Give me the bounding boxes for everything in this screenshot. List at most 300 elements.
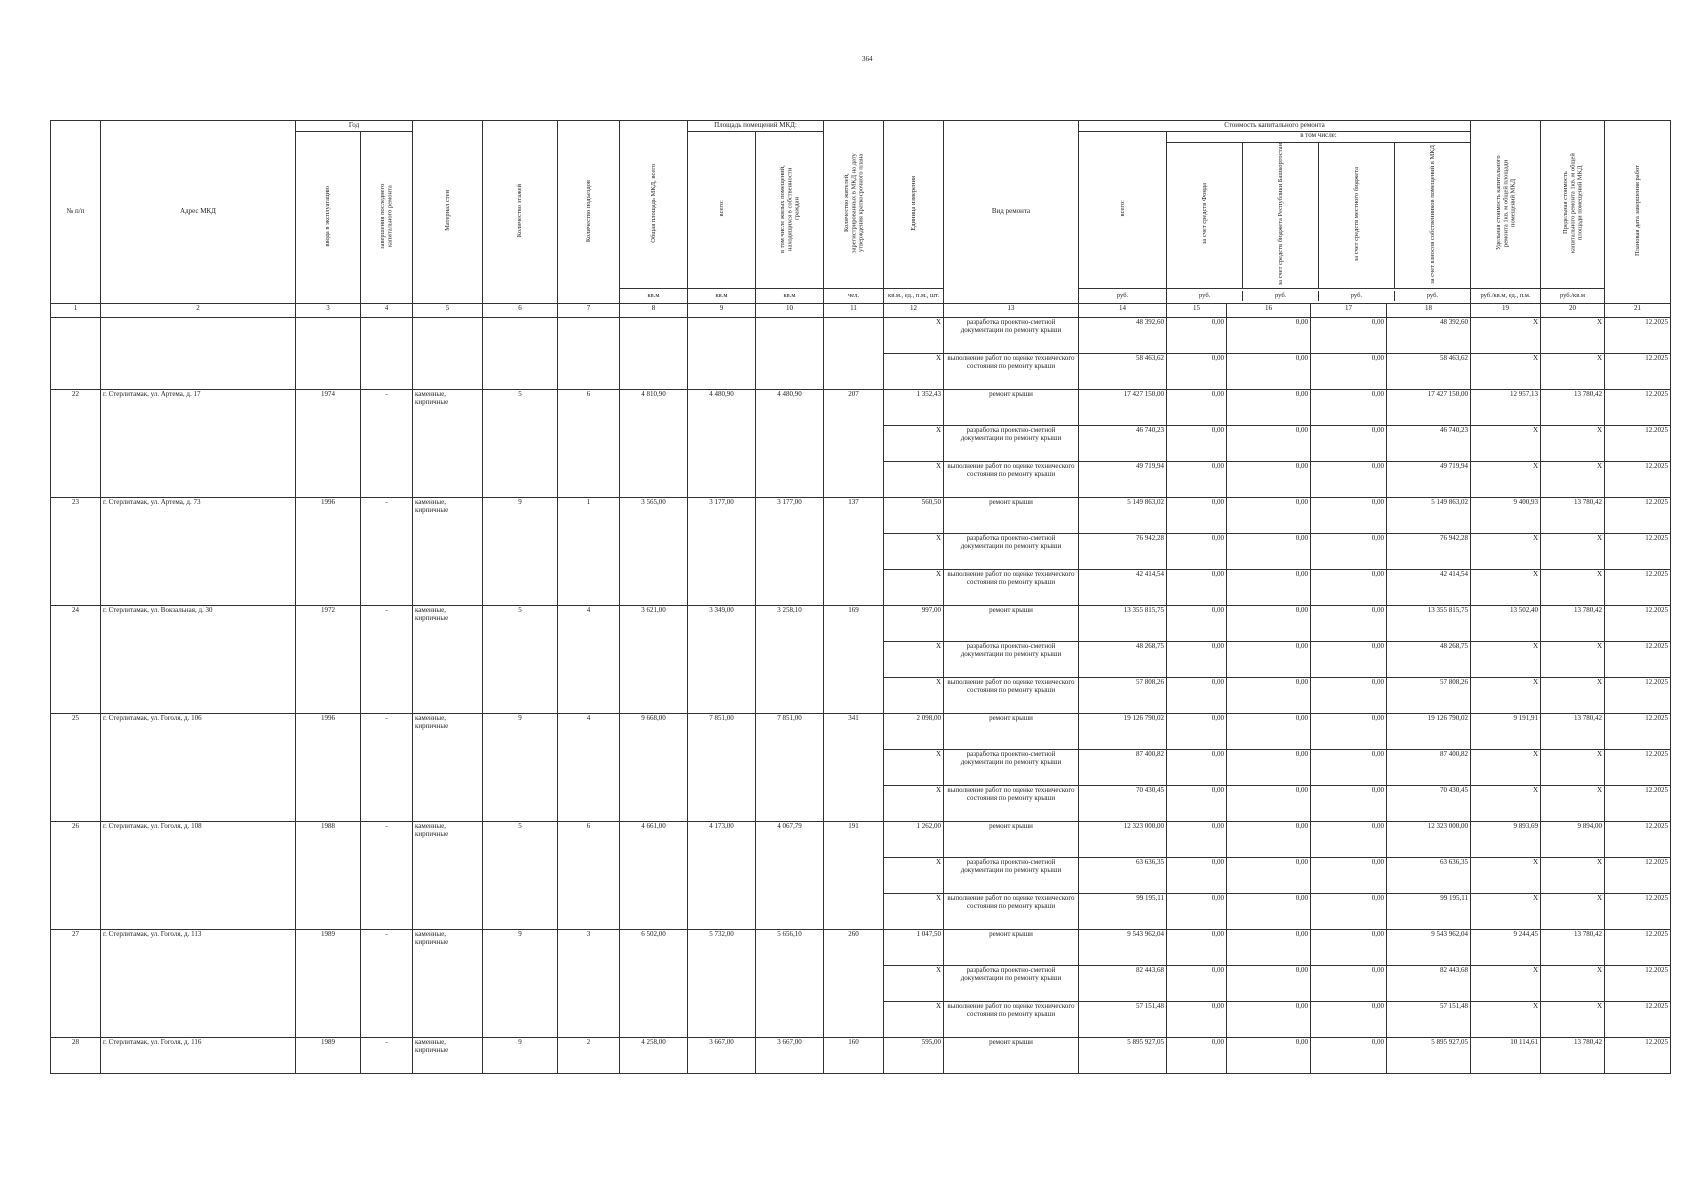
cell-cost-local: 0,00 xyxy=(1311,426,1387,462)
cell-walls: каменные, кирпичные xyxy=(413,606,483,714)
cell-cost-owners: 48 392,60 xyxy=(1387,318,1471,354)
cell-cost-total: 58 463,62 xyxy=(1079,354,1167,390)
cell-premises-total xyxy=(688,318,756,390)
cell-unit-cost: X xyxy=(1471,570,1541,606)
cell-cost-total: 87 400,82 xyxy=(1079,750,1167,786)
cell-cost-local: 0,00 xyxy=(1311,498,1387,534)
cell-floors xyxy=(483,318,558,390)
cell-entrances: 6 xyxy=(558,822,620,930)
cell-cost-republic: 0,00 xyxy=(1227,426,1311,462)
table-row xyxy=(51,390,1671,426)
header-work-type: Вид ремонта xyxy=(944,121,1079,304)
cell-work-type: разработка проектно-сметной документации по ремонту крыши xyxy=(944,642,1079,678)
cell-cost-owners: 9 543 962,04 xyxy=(1387,930,1471,966)
cell-unit: X xyxy=(884,570,944,606)
cell-address: г. Стерлитамак, ул. Гоголя, д. 108 xyxy=(101,822,296,930)
cell-work-type: ремонт крыши xyxy=(944,1038,1079,1074)
unit-cost-sub xyxy=(1167,289,1471,304)
cell-cost-total: 99 195,11 xyxy=(1079,894,1167,930)
cell-limit-cost: X xyxy=(1541,642,1605,678)
cell-limit-cost: X xyxy=(1541,462,1605,498)
cell-unit: X xyxy=(884,966,944,1002)
cell-cost-total: 13 355 815,75 xyxy=(1079,606,1167,642)
cell-cost-owners: 48 268,75 xyxy=(1387,642,1471,678)
cell-cost-total: 9 543 962,04 xyxy=(1079,930,1167,966)
cell-unit-cost: 9 400,93 xyxy=(1471,498,1541,534)
cell-floors: 9 xyxy=(483,498,558,606)
cell-limit-cost: 13 780,42 xyxy=(1541,390,1605,426)
cell-unit: X xyxy=(884,894,944,930)
column-number: 6 xyxy=(483,304,558,318)
table-header xyxy=(51,121,1671,304)
table-row xyxy=(51,930,1671,966)
cell-limit-cost: X xyxy=(1541,966,1605,1002)
column-number: 1 xyxy=(51,304,101,318)
cell-area: 4 661,00 xyxy=(620,822,688,930)
unit-premises-owned: кв.м xyxy=(756,289,824,304)
cell-cost-owners: 5 149 863,02 xyxy=(1387,498,1471,534)
cell-work-type: ремонт крыши xyxy=(944,714,1079,750)
cell-cost-fund: 0,00 xyxy=(1167,462,1227,498)
cell-work-type: ремонт крыши xyxy=(944,606,1079,642)
cell-cost-republic: 0,00 xyxy=(1227,534,1311,570)
cell-premises-owned: 4 480,90 xyxy=(756,390,824,498)
cell-built: 1989 xyxy=(296,930,361,1038)
cell-unit-cost: X xyxy=(1471,858,1541,894)
cell-limit-cost: 13 780,42 xyxy=(1541,606,1605,642)
cell-work-type: выполнение работ по оценке технического состояния по ремонту крыши xyxy=(944,786,1079,822)
column-number: 15 xyxy=(1167,304,1227,318)
cell-cost-owners: 82 443,68 xyxy=(1387,966,1471,1002)
cell-work-type: выполнение работ по оценке технического состояния по ремонту крыши xyxy=(944,1002,1079,1038)
cell-cost-republic: 0,00 xyxy=(1227,966,1311,1002)
cell-residents: 191 xyxy=(824,822,884,930)
cell-cost-total: 57 808,26 xyxy=(1079,678,1167,714)
cell-premises-total: 3 349,00 xyxy=(688,606,756,714)
cell-built xyxy=(296,318,361,390)
cell-unit-cost: X xyxy=(1471,642,1541,678)
cell-cost-local: 0,00 xyxy=(1311,930,1387,966)
cell-area: 3 621,00 xyxy=(620,606,688,714)
cell-address: г. Стерлитамак, ул. Артема, д. 73 xyxy=(101,498,296,606)
cell-num: 22 xyxy=(51,390,101,498)
cell-unit: X xyxy=(884,354,944,390)
cell-cost-fund: 0,00 xyxy=(1167,426,1227,462)
cell-deadline: 12.2025 xyxy=(1605,570,1671,606)
cell-premises-owned: 3 667,00 xyxy=(756,1038,824,1074)
cell-deadline: 12.2025 xyxy=(1605,894,1671,930)
cell-repair: - xyxy=(361,714,413,822)
cell-cost-fund: 0,00 xyxy=(1167,930,1227,966)
cell-unit: X xyxy=(884,642,944,678)
cell-deadline: 12.2025 xyxy=(1605,1038,1671,1074)
header-including: в том числе: xyxy=(1167,132,1470,143)
column-number: 20 xyxy=(1541,304,1605,318)
cell-repair: - xyxy=(361,822,413,930)
cell-limit-cost: X xyxy=(1541,786,1605,822)
cell-deadline: 12.2025 xyxy=(1605,930,1671,966)
cell-premises-total: 3 177,00 xyxy=(688,498,756,606)
cell-address: г. Стерлитамак, ул. Гоголя, д. 113 xyxy=(101,930,296,1038)
cell-work-type: выполнение работ по оценке технического состояния по ремонту крыши xyxy=(944,678,1079,714)
cell-floors: 9 xyxy=(483,930,558,1038)
cell-work-type: выполнение работ по оценке технического состояния по ремонту крыши xyxy=(944,570,1079,606)
table-row xyxy=(51,318,1671,354)
cell-limit-cost: X xyxy=(1541,750,1605,786)
cell-cost-total: 12 323 000,00 xyxy=(1079,822,1167,858)
cell-address: г. Стерлитамак, ул. Артема, д. 17 xyxy=(101,390,296,498)
cell-cost-fund: 0,00 xyxy=(1167,318,1227,354)
cell-limit-cost: X xyxy=(1541,570,1605,606)
column-number: 8 xyxy=(620,304,688,318)
cell-cost-fund: 0,00 xyxy=(1167,534,1227,570)
cell-cost-local: 0,00 xyxy=(1311,822,1387,858)
cell-limit-cost: 13 780,42 xyxy=(1541,714,1605,750)
cell-cost-local: 0,00 xyxy=(1311,642,1387,678)
cell-cost-total: 76 942,28 xyxy=(1079,534,1167,570)
cell-built: 1988 xyxy=(296,822,361,930)
header-address: Адрес МКД xyxy=(101,121,296,304)
cell-cost-fund: 0,00 xyxy=(1167,354,1227,390)
cell-cost-republic: 0,00 xyxy=(1227,894,1311,930)
cell-deadline: 12.2025 xyxy=(1605,462,1671,498)
unit-cost-sub-table xyxy=(1167,291,1470,300)
cell-cost-fund: 0,00 xyxy=(1167,894,1227,930)
table-row xyxy=(51,822,1671,858)
header-floors: Количество этажей xyxy=(483,121,558,304)
cell-entrances: 1 xyxy=(558,498,620,606)
cell-deadline: 12.2025 xyxy=(1605,750,1671,786)
column-number: 5 xyxy=(413,304,483,318)
cell-limit-cost: 13 780,42 xyxy=(1541,930,1605,966)
cell-cost-total: 63 636,35 xyxy=(1079,858,1167,894)
cell-cost-republic: 0,00 xyxy=(1227,462,1311,498)
unit-unit: кв.м., ед., п.м., шт. xyxy=(884,289,944,304)
cell-cost-owners: 13 355 815,75 xyxy=(1387,606,1471,642)
cell-cost-fund: 0,00 xyxy=(1167,822,1227,858)
cell-deadline: 12.2025 xyxy=(1605,318,1671,354)
cell-deadline: 12.2025 xyxy=(1605,534,1671,570)
cell-deadline: 12.2025 xyxy=(1605,786,1671,822)
cell-cost-fund: 0,00 xyxy=(1167,606,1227,642)
cell-unit: X xyxy=(884,858,944,894)
cell-entrances: 2 xyxy=(558,1038,620,1074)
cell-premises-owned: 5 656,10 xyxy=(756,930,824,1038)
cell-cost-republic: 0,00 xyxy=(1227,390,1311,426)
header-premises-owned: в том числе жилых помещений, находящихся в собственности граждан xyxy=(756,131,824,288)
cell-unit-cost: 10 114,61 xyxy=(1471,1038,1541,1074)
column-number: 12 xyxy=(884,304,944,318)
cell-area: 6 502,00 xyxy=(620,930,688,1038)
unit-cost-republic: руб. xyxy=(1243,291,1319,300)
cell-deadline: 12.2025 xyxy=(1605,822,1671,858)
column-number: 18 xyxy=(1387,304,1471,318)
cell-cost-local: 0,00 xyxy=(1311,750,1387,786)
cell-deadline: 12.2025 xyxy=(1605,858,1671,894)
cell-limit-cost: X xyxy=(1541,354,1605,390)
cell-built: 1974 xyxy=(296,390,361,498)
column-number: 4 xyxy=(361,304,413,318)
cell-work-type: выполнение работ по оценке технического состояния по ремонту крыши xyxy=(944,354,1079,390)
cell-deadline: 12.2025 xyxy=(1605,642,1671,678)
cell-cost-owners: 19 126 790,02 xyxy=(1387,714,1471,750)
cell-cost-owners: 46 740,23 xyxy=(1387,426,1471,462)
cell-built: 1972 xyxy=(296,606,361,714)
cell-cost-owners: 63 636,35 xyxy=(1387,858,1471,894)
unit-residents: чел. xyxy=(824,289,884,304)
table-body xyxy=(51,318,1671,1074)
cell-unit-cost: X xyxy=(1471,678,1541,714)
column-number: 10 xyxy=(756,304,824,318)
column-number: 16 xyxy=(1227,304,1311,318)
cell-cost-total: 48 392,60 xyxy=(1079,318,1167,354)
cell-cost-local: 0,00 xyxy=(1311,966,1387,1002)
cell-cost-republic: 0,00 xyxy=(1227,498,1311,534)
cell-unit-cost: 9 191,91 xyxy=(1471,714,1541,750)
cell-unit: 1 262,00 xyxy=(884,822,944,858)
cell-cost-owners: 87 400,82 xyxy=(1387,750,1471,786)
cell-walls: каменные, кирпичные xyxy=(413,714,483,822)
header-premises-total: всего: xyxy=(688,131,756,288)
cell-cost-local: 0,00 xyxy=(1311,786,1387,822)
cell-unit: 997,00 xyxy=(884,606,944,642)
cell-residents: 137 xyxy=(824,498,884,606)
cell-cost-local: 0,00 xyxy=(1311,894,1387,930)
cell-cost-owners: 5 895 927,05 xyxy=(1387,1038,1471,1074)
cell-entrances: 4 xyxy=(558,714,620,822)
cell-area: 4 810,90 xyxy=(620,390,688,498)
cell-work-type: выполнение работ по оценке технического состояния по ремонту крыши xyxy=(944,462,1079,498)
cell-cost-fund: 0,00 xyxy=(1167,1002,1227,1038)
cell-work-type: разработка проектно-сметной документации по ремонту крыши xyxy=(944,534,1079,570)
cell-area: 3 565,00 xyxy=(620,498,688,606)
cell-cost-republic: 0,00 xyxy=(1227,750,1311,786)
cell-floors: 5 xyxy=(483,606,558,714)
cell-num: 26 xyxy=(51,822,101,930)
column-number: 11 xyxy=(824,304,884,318)
column-number: 19 xyxy=(1471,304,1541,318)
cell-cost-local: 0,00 xyxy=(1311,462,1387,498)
cell-cost-owners: 76 942,28 xyxy=(1387,534,1471,570)
cell-deadline: 12.2025 xyxy=(1605,714,1671,750)
header-cost-fund: за счет средств Фонда xyxy=(1167,143,1243,288)
cell-unit-cost: 13 502,40 xyxy=(1471,606,1541,642)
cell-cost-total: 5 895 927,05 xyxy=(1079,1038,1167,1074)
cell-unit-cost: X xyxy=(1471,894,1541,930)
cell-premises-owned: 3 177,00 xyxy=(756,498,824,606)
cell-cost-republic: 0,00 xyxy=(1227,354,1311,390)
cell-unit: X xyxy=(884,678,944,714)
header-total-area: Общая площадь МКД, всего xyxy=(620,121,688,289)
cell-cost-republic: 0,00 xyxy=(1227,1038,1311,1074)
column-number: 7 xyxy=(558,304,620,318)
cell-unit-cost: X xyxy=(1471,966,1541,1002)
cell-unit-cost: X xyxy=(1471,534,1541,570)
cell-address: г. Стерлитамак, ул. Вокзальная, д. 30 xyxy=(101,606,296,714)
cell-unit-cost: 9 893,69 xyxy=(1471,822,1541,858)
cell-premises-owned: 4 067,79 xyxy=(756,822,824,930)
header-unit: Единица измерения xyxy=(884,121,944,289)
cell-cost-total: 48 268,75 xyxy=(1079,642,1167,678)
cell-cost-local: 0,00 xyxy=(1311,1002,1387,1038)
cell-deadline: 12.2025 xyxy=(1605,678,1671,714)
cell-cost-fund: 0,00 xyxy=(1167,498,1227,534)
cell-limit-cost: X xyxy=(1541,318,1605,354)
cell-repair: - xyxy=(361,930,413,1038)
cell-deadline: 12.2025 xyxy=(1605,1002,1671,1038)
header-year-group: Год xyxy=(296,121,413,132)
cell-limit-cost: 13 780,42 xyxy=(1541,498,1605,534)
cell-unit: X xyxy=(884,786,944,822)
cell-residents: 169 xyxy=(824,606,884,714)
cell-unit-cost: X xyxy=(1471,426,1541,462)
header-cost-owners: за счет взносов собственников помещений в МКД xyxy=(1428,144,1436,284)
cell-limit-cost: X xyxy=(1541,678,1605,714)
cell-cost-owners: 17 427 150,00 xyxy=(1387,390,1471,426)
cell-cost-republic: 0,00 xyxy=(1227,930,1311,966)
cell-repair xyxy=(361,318,413,390)
cell-unit-cost: 12 957,13 xyxy=(1471,390,1541,426)
cell-walls xyxy=(413,318,483,390)
header-walls: Материал стен xyxy=(413,121,483,304)
column-number: 3 xyxy=(296,304,361,318)
cell-unit-cost: X xyxy=(1471,318,1541,354)
cell-cost-fund: 0,00 xyxy=(1167,714,1227,750)
cell-cost-local: 0,00 xyxy=(1311,1038,1387,1074)
cell-cost-total: 42 414,54 xyxy=(1079,570,1167,606)
cell-deadline: 12.2025 xyxy=(1605,426,1671,462)
column-number: 2 xyxy=(101,304,296,318)
cell-premises-total: 4 173,00 xyxy=(688,822,756,930)
cell-entrances xyxy=(558,318,620,390)
cell-repair: - xyxy=(361,1038,413,1074)
cell-cost-owners: 99 195,11 xyxy=(1387,894,1471,930)
header-residents: Количество жителей, зарегистрированных в МКД на дату утверждения краткосрочного плана xyxy=(824,121,884,289)
cell-unit: X xyxy=(884,426,944,462)
cell-premises-total: 4 480,90 xyxy=(688,390,756,498)
cell-cost-fund: 0,00 xyxy=(1167,570,1227,606)
cell-work-type: ремонт крыши xyxy=(944,822,1079,858)
cell-cost-republic: 0,00 xyxy=(1227,318,1311,354)
unit-cost-owners: руб. xyxy=(1426,292,1438,300)
cell-unit-cost: X xyxy=(1471,1002,1541,1038)
header-premises-group: Площадь помещений МКД: xyxy=(688,121,824,132)
cell-cost-local: 0,00 xyxy=(1311,318,1387,354)
cell-premises-total: 7 851,00 xyxy=(688,714,756,822)
cell-premises-owned: 7 851,00 xyxy=(756,714,824,822)
cell-unit: 595,00 xyxy=(884,1038,944,1074)
cell-cost-republic: 0,00 xyxy=(1227,606,1311,642)
cell-unit-cost: X xyxy=(1471,750,1541,786)
header-year-built: ввода в эксплуатацию xyxy=(296,131,361,303)
cell-cost-fund: 0,00 xyxy=(1167,390,1227,426)
cell-limit-cost: 13 780,42 xyxy=(1541,1038,1605,1074)
cell-limit-cost: X xyxy=(1541,858,1605,894)
cell-cost-owners: 70 430,45 xyxy=(1387,786,1471,822)
table-row xyxy=(51,498,1671,534)
cell-area: 9 668,00 xyxy=(620,714,688,822)
cell-cost-total: 49 719,94 xyxy=(1079,462,1167,498)
cell-address: г. Стерлитамак, ул. Гоголя, д. 116 xyxy=(101,1038,296,1074)
cell-limit-cost: X xyxy=(1541,426,1605,462)
cell-work-type: выполнение работ по оценке технического состояния по ремонту крыши xyxy=(944,894,1079,930)
cell-unit: 1 047,50 xyxy=(884,930,944,966)
cell-entrances: 6 xyxy=(558,390,620,498)
cell-cost-republic: 0,00 xyxy=(1227,786,1311,822)
cell-premises-total: 3 667,00 xyxy=(688,1038,756,1074)
cell-built: 1996 xyxy=(296,714,361,822)
cell-cost-republic: 0,00 xyxy=(1227,714,1311,750)
cell-built: 1989 xyxy=(296,1038,361,1074)
cell-unit-cost: X xyxy=(1471,354,1541,390)
cell-cost-local: 0,00 xyxy=(1311,354,1387,390)
cell-cost-fund: 0,00 xyxy=(1167,1038,1227,1074)
cell-unit: 1 352,43 xyxy=(884,390,944,426)
cell-entrances: 4 xyxy=(558,606,620,714)
cell-num xyxy=(51,318,101,390)
cell-limit-cost: X xyxy=(1541,1002,1605,1038)
page-number: 364 xyxy=(862,55,873,63)
header-entrances: Количество подъездов xyxy=(558,121,620,304)
cell-premises-owned xyxy=(756,318,824,390)
cell-residents: 260 xyxy=(824,930,884,1038)
cell-walls: каменные, кирпичные xyxy=(413,390,483,498)
column-number: 17 xyxy=(1311,304,1387,318)
unit-cost-total: руб. xyxy=(1079,289,1167,304)
cell-cost-republic: 0,00 xyxy=(1227,858,1311,894)
cell-cost-fund: 0,00 xyxy=(1167,678,1227,714)
cell-cost-owners: 49 719,94 xyxy=(1387,462,1471,498)
cell-premises-owned: 3 258,10 xyxy=(756,606,824,714)
cell-deadline: 12.2025 xyxy=(1605,498,1671,534)
cell-built: 1996 xyxy=(296,498,361,606)
cell-cost-fund: 0,00 xyxy=(1167,750,1227,786)
cell-repair: - xyxy=(361,390,413,498)
cell-area: 4 258,00 xyxy=(620,1038,688,1074)
cell-cost-local: 0,00 xyxy=(1311,570,1387,606)
cell-cost-republic: 0,00 xyxy=(1227,678,1311,714)
cell-cost-fund: 0,00 xyxy=(1167,858,1227,894)
header-cost-group: Стоимость капитального ремонта xyxy=(1079,121,1471,132)
unit-cost-fund: руб. xyxy=(1167,291,1243,300)
column-number: 14 xyxy=(1079,304,1167,318)
cell-work-type: разработка проектно-сметной документации по ремонту крыши xyxy=(944,966,1079,1002)
cell-num: 24 xyxy=(51,606,101,714)
cell-cost-republic: 0,00 xyxy=(1227,822,1311,858)
header-cost-republic: за счет средств бюджета Республики Башкортостан xyxy=(1243,143,1319,288)
cell-unit-cost: 9 244,45 xyxy=(1471,930,1541,966)
cell-floors: 9 xyxy=(483,1038,558,1074)
header-year-repair: завершения последнего капитального ремонта xyxy=(361,131,413,303)
header-unit-cost: Удельная стоимость капитального ремонта 1кв. м общей площади помещений МКД xyxy=(1471,121,1541,289)
cell-work-type: ремонт крыши xyxy=(944,930,1079,966)
unit-limit-cost: руб./кв.м xyxy=(1541,289,1605,304)
cell-work-type: разработка проектно-сметной документации по ремонту крыши xyxy=(944,858,1079,894)
cell-cost-total: 5 149 863,02 xyxy=(1079,498,1167,534)
header-cost-total: всего: xyxy=(1079,131,1167,288)
cell-cost-total: 82 443,68 xyxy=(1079,966,1167,1002)
cell-cost-local: 0,00 xyxy=(1311,390,1387,426)
cell-cost-local: 0,00 xyxy=(1311,606,1387,642)
cell-work-type: разработка проектно-сметной документации по ремонту крыши xyxy=(944,426,1079,462)
column-number: 9 xyxy=(688,304,756,318)
cell-cost-owners: 58 463,62 xyxy=(1387,354,1471,390)
header-including-sub xyxy=(1167,143,1470,288)
cell-work-type: разработка проектно-сметной документации по ремонту крыши xyxy=(944,318,1079,354)
cell-walls: каменные, кирпичные xyxy=(413,498,483,606)
cell-limit-cost: 9 894,00 xyxy=(1541,822,1605,858)
cell-num: 25 xyxy=(51,714,101,822)
